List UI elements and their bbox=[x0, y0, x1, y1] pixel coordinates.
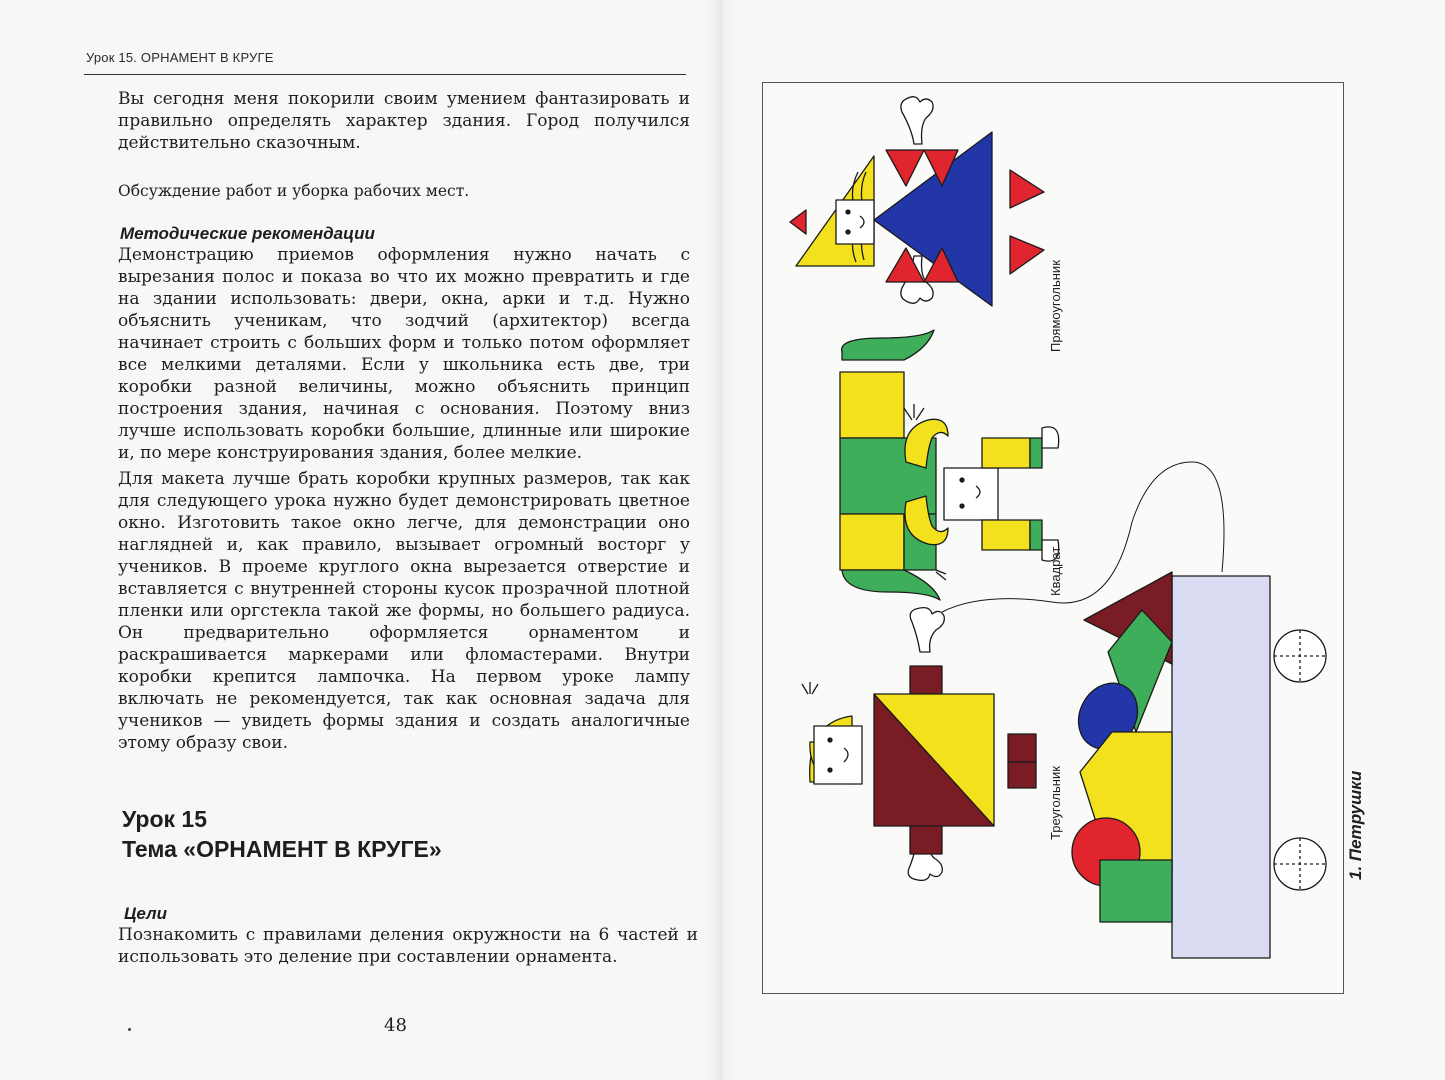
green-square bbox=[1100, 860, 1172, 922]
face-square bbox=[944, 468, 998, 520]
page-mark-dot bbox=[128, 1028, 131, 1031]
page-number: 48 bbox=[384, 1015, 407, 1036]
hair-yellow-swirl-top bbox=[905, 419, 948, 468]
arm-yellow-top bbox=[982, 438, 1030, 468]
eye-left-2 bbox=[960, 478, 964, 482]
eye-left bbox=[846, 210, 850, 214]
label-triangle: Треугольник bbox=[1048, 766, 1063, 840]
label-square: Квадрат bbox=[1048, 546, 1063, 596]
body-yellow-left bbox=[840, 372, 904, 438]
eye-left-3 bbox=[828, 738, 832, 742]
running-head: Урок 15. ОРНАМЕНТ В КРУГЕ bbox=[86, 50, 274, 65]
eye-right bbox=[846, 230, 850, 234]
wheel-bottom bbox=[1274, 838, 1326, 890]
label-rectangle: Прямоугольник bbox=[1048, 260, 1063, 352]
hat-green-arc bbox=[842, 330, 934, 360]
method-heading: Методические рекомендации bbox=[120, 224, 375, 243]
tassel-top bbox=[904, 404, 924, 420]
red-leg-top bbox=[1010, 170, 1044, 208]
cart-figure bbox=[1067, 572, 1326, 958]
maroon-bottom-block bbox=[910, 826, 942, 854]
goals-heading: Цели bbox=[124, 904, 168, 923]
hand-tri-top bbox=[910, 608, 944, 652]
petrushka-rectangle-figure bbox=[790, 97, 1044, 306]
discussion-line: Обсуждение работ и уборка рабочих мест. bbox=[118, 182, 470, 200]
leg-maroon-top bbox=[1008, 734, 1036, 762]
wheel-top bbox=[1274, 630, 1326, 682]
arm-green-top bbox=[1030, 438, 1042, 468]
lesson-topic: Тема «ОРНАМЕНТ В КРУГЕ» bbox=[122, 836, 442, 862]
cart-lavender-body bbox=[1172, 576, 1270, 958]
tassel-bottom bbox=[936, 570, 946, 580]
tassel-tri bbox=[802, 682, 818, 694]
figure-caption: 1. Петрушки bbox=[1346, 770, 1365, 880]
arm-yellow-bot bbox=[982, 520, 1030, 550]
red-bowtie-top-a bbox=[886, 150, 924, 186]
face-rect bbox=[836, 200, 874, 244]
header-rule bbox=[84, 74, 686, 75]
petrushka-square-figure bbox=[840, 330, 1224, 612]
goals-paragraph: Познакомить с правилами деления окружности на 6 частей и использовать это деление при составлении орнамента. bbox=[118, 925, 698, 967]
intro-paragraph: Вы сегодня меня покорили своим умением фантазировать и правильно определять характер здания. Город получился действительно сказочным. bbox=[118, 89, 690, 153]
maroon-top-block bbox=[910, 666, 942, 694]
method-paragraph-1: Демонстрацию приемов оформления нужно начать с вырезания полос и показа во что их можно превратить и где на здании использовать: двери, окна, арки и т.д. Нужно объяснить ученикам, что зодчий (архитектор) всегда начинает строить с больших форм и только потом оформляет все мелкими деталями. Если у школьника есть две, три коробки разной величины, можно объяснить принцип построения здания, начиная с основания. Поэтому вниз лучше использовать коробки большие, длинные или широкие и, по мере конструирования здания, более мелкие. bbox=[118, 245, 690, 463]
lesson-title bbox=[122, 804, 442, 864]
hat-green-bottom bbox=[842, 570, 940, 600]
leg-maroon-bot bbox=[1008, 762, 1036, 788]
lesson-number: Урок 15 bbox=[122, 806, 208, 832]
hat-tip-red bbox=[790, 210, 806, 234]
arm-green-bot bbox=[1030, 520, 1042, 550]
method-paragraph-2: Для макета лучше брать коробки крупных размеров, так как для следующего урока нужно будет демонстрировать цветное окно. Изготовить такое окно легче, для демонстрации оно наглядней и, как правило, вызывает огромный восторг у учеников. В проеме круглого окна вырезается отверстие и вставляется с внутренней стороны кусок прозрачной плотной пленки или оргстекла такой же формы, но большего радиуса. Он предварительно оформляется орнаментом и раскрашивается маркерами или фломастерами. Внутри коробки крепится лампочка. На первом уроке лампу включать не рекомендуется, так как основная задача для учеников — увидеть формы здания и создать аналогичные этому образу свои. bbox=[118, 469, 690, 753]
eye-right-2 bbox=[960, 504, 964, 508]
book-gutter bbox=[706, 0, 738, 1080]
body-yellow-center bbox=[840, 514, 904, 570]
petrushki-illustration bbox=[762, 82, 1342, 992]
hand-square-top bbox=[1042, 427, 1059, 448]
face-tri bbox=[814, 726, 862, 784]
eye-right-3 bbox=[828, 768, 832, 772]
hand-outline-top bbox=[901, 97, 933, 144]
red-leg-bottom bbox=[1010, 236, 1044, 274]
petrushka-triangle-figure bbox=[802, 608, 1036, 881]
